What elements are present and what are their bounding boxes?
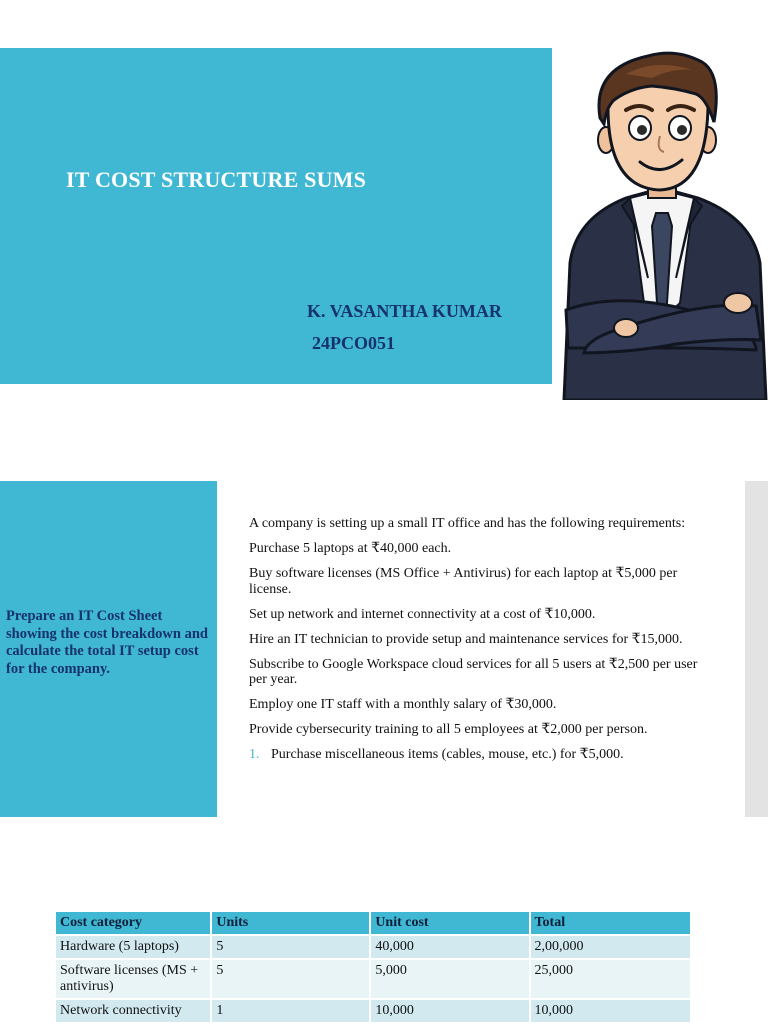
author-name: K. VASANTHA KUMAR	[307, 301, 502, 321]
requirement-item: Set up network and internet connectivity at a cost of ₹10,000.	[249, 606, 596, 622]
requirement-item: Employ one IT staff with a monthly salary of ₹30,000.	[249, 697, 557, 712]
column-header: Cost category	[56, 912, 211, 935]
table-cell: 1	[211, 999, 370, 1022]
businessman-illustration	[556, 48, 768, 400]
requirement-intro: A company is setting up a small IT office and has the following requirements:	[249, 516, 686, 531]
table-header-row	[56, 912, 691, 935]
table-cell: 5,000	[370, 959, 529, 999]
column-header: Units	[211, 912, 370, 935]
table-cell: 5	[211, 935, 370, 959]
task-prompt: Prepare an IT Cost Sheet showing the cost breakdown and calculate the total IT setup cost for the company.	[6, 608, 208, 677]
requirement-item: Provide cybersecurity training to all 5 employees at ₹2,000 per person.	[249, 722, 648, 737]
requirements-list	[249, 516, 711, 772]
table-cell: 40,000	[370, 935, 529, 959]
title-panel	[0, 48, 552, 384]
table-cell: 25,000	[530, 959, 692, 999]
slide-side-bar	[745, 481, 768, 817]
cost-table	[56, 912, 692, 1022]
table-row	[56, 959, 691, 999]
table-cell: 10,000	[370, 999, 529, 1022]
table-cell: Software licenses (MS + antivirus)	[56, 959, 211, 999]
requirement-item: Purchase 5 laptops at ₹40,000 each.	[249, 541, 452, 556]
table-cell: 10,000	[530, 999, 692, 1022]
table-cell: Hardware (5 laptops)	[56, 935, 211, 959]
page-title: IT COST STRUCTURE SUMS	[66, 167, 367, 192]
requirement-item: Buy software licenses (MS Office + Antivirus) for each laptop at ₹5,000 per license.	[249, 566, 678, 597]
list-number: 1.	[249, 747, 260, 762]
requirement-item-text: Purchase miscellaneous items (cables, mouse, etc.) for ₹5,000.	[271, 747, 624, 762]
table-cell: 2,00,000	[530, 935, 692, 959]
column-header: Unit cost	[370, 912, 529, 935]
requirement-numbered-item	[249, 747, 711, 763]
table-row	[56, 935, 691, 959]
table-row	[56, 999, 691, 1022]
requirement-item: Subscribe to Google Workspace cloud services for all 5 users at ₹2,500 per user per year.	[249, 656, 698, 687]
table-cell: 5	[211, 959, 370, 999]
column-header: Total	[530, 912, 692, 935]
requirement-item: Hire an IT technician to provide setup and maintenance services for ₹15,000.	[249, 631, 683, 647]
table-cell: Network connectivity	[56, 999, 211, 1022]
author-id: 24PCO051	[312, 333, 395, 353]
